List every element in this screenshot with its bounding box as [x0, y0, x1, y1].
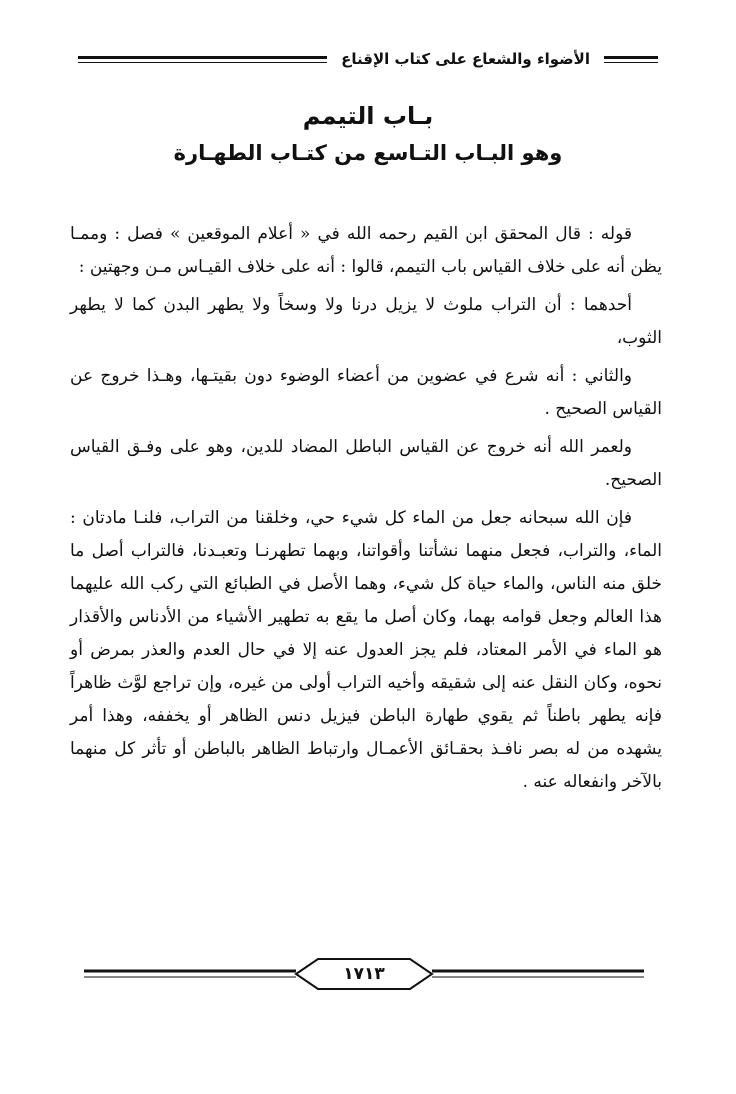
header-rule-long [78, 56, 327, 63]
running-header [78, 44, 658, 74]
paragraph-5: فإن الله سبحانه جعل من الماء كل شيء حي، وخلقنا من التراب، فلنـا مادتان : الماء، والتراب، فجعل منهما نشأتنا وأقواتنا، وبهما تطهرنـا وتعبـدنا، فالتراب أصل ما خلق منه الناس، والماء حياة كل شيء، وهما الأصل في الطبائع التي ركب الله عليهما هذا العالم وجعل قوامه بهما، وكان أصل ما يقع به تطهير الأشياء من الأدناس والأقذار هو الماء في الأمر المعتاد، فلم يجز العدول عنه إلا في حال العدم والعذر بمرض أو نحوه، وكان النقل عنه إلى شقيقه وأخيه التراب أولى من غيره، وإن تراجع لوَّث ظاهراً فإنه يطهر باطناً ثم يقوي طهارة الباطن فيزيل دنس الظاهر أو يخففه، وهذا أمر يشهده من له بصر نافـذ بحقـائق الأعمـال وارتباط الظاهر بالباطن أو تأثر كل منهما بالآخر وانفعاله عنه . [70, 508, 662, 792]
paragraph-2: أحدهما : أن التراب ملوث لا يزيل درنا ولا وسخاً ولا يطهر البدن كما لا يطهر الثوب، [70, 295, 662, 348]
page-footer [84, 956, 644, 992]
paragraph-4: ولعمر الله أنه خروج عن القياس الباطل المضاد للدين، وهو على وفـق القياس الصحيح. [70, 437, 662, 490]
page-number: ١٧١٣ [343, 964, 385, 984]
chapter-subtitle: وهو البـاب التـاسع من كتـاب الطهـارة [173, 141, 563, 165]
header-rule-short [604, 56, 658, 63]
chapter-title: بـاب التيمم [302, 102, 434, 130]
paragraph-1: قوله : قال المحقق ابن القيم رحمه الله في « أعلام الموقعين » فصل : وممـا يظن أنه على خلاف القياس باب التيمم، قالوا : أنه على خلاف القيـاس مـن وجهتين : [70, 224, 662, 277]
running-title: الأضواء والشعاع على كتاب الإقناع [341, 50, 590, 68]
body-text [70, 218, 662, 804]
paragraph-3: والثاني : أنه شرع في عضوين من أعضاء الوضوء دون بقيتـها، وهـذا خروج عن القياس الصحيح . [70, 366, 662, 419]
